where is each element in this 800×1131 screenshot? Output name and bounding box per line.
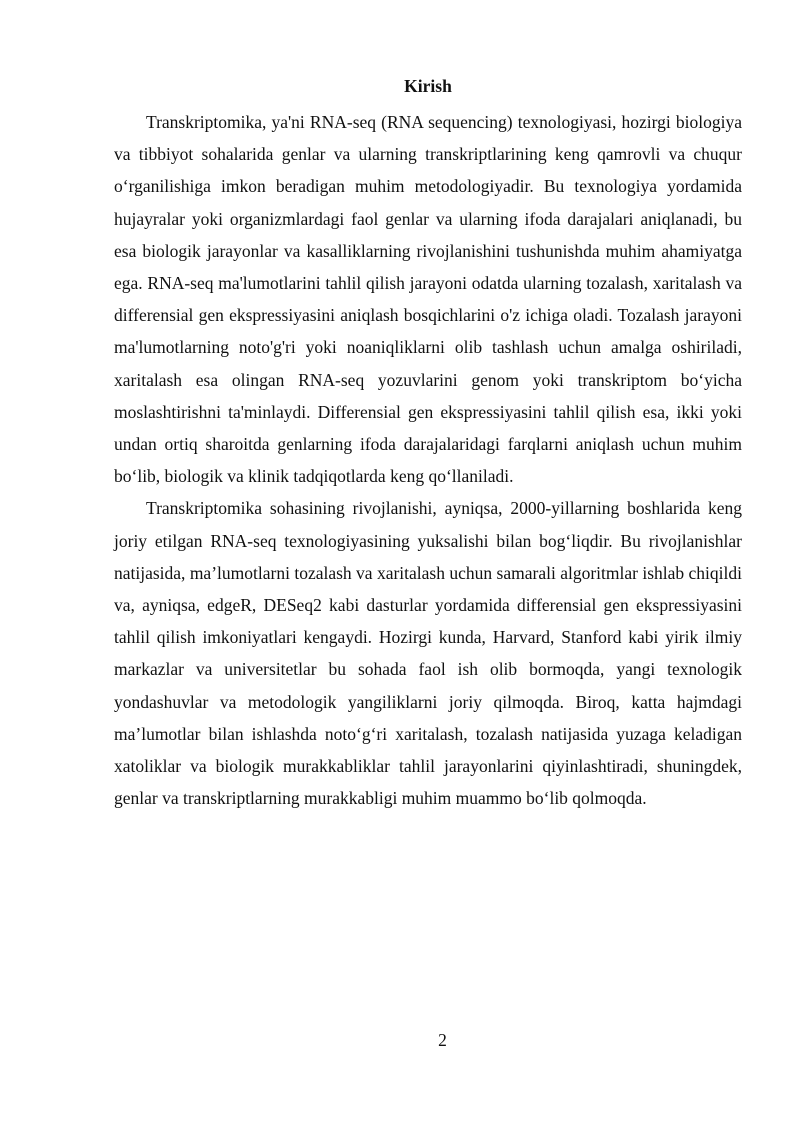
section-heading: Kirish: [404, 76, 452, 96]
paragraph-2: Transkriptomika sohasining rivojlanishi, ayniqsa, 2000-yillarning boshlarida keng joriy etilgan RNA-seq texnologiyasining yuksalishi bilan bog‘liqdir. Bu rivojlanishlar natijasida, ma’lumotlarni tozalash va xaritalash uchun samarali algoritmlar ishlab chiqildi va, ayniqsa, edgeR, DESeq2 kabi dasturlar yordamida differensial gen ekspressiyasini tahlil qilish imkoniyatlari kengaydi. Hozirgi kunda, Harvard, Stanford kabi yirik ilmiy markazlar va universitetlar bu sohada faol ish olib bormoqda, yangi texnologik yondashuvlar va metodologik yangiliklarni joriy qilmoqda. Biroq, katta hajmdagi ma’lumotlar bilan ishlashda noto‘g‘ri xaritalash, tozalash natijasida yuzaga keladigan xatoliklar va biologik murakkabliklar tahlil jarayonlarini qiyinlashtiradi, shuningdek, genlar va transkriptlarning murakkabligi muhim muammo bo‘lib qolmoqda.: [114, 498, 742, 809]
paragraph-1: Transkriptomika, ya'ni RNA-seq (RNA sequencing) texnologiyasi, hozirgi biologiya va tibbiyot sohalarida genlar va ularning transkriptlarining keng qamrovli va chuqur o‘rganilishiga imkon beradigan muhim metodologiyadir. Bu texnologiya yordamida hujayralar yoki organizmlardagi faol genlar va ularning ifoda darajalari aniqlanadi, bu esa biologik jarayonlar va kasalliklarning rivojlanishini tushunishda muhim ahamiyatga ega. RNA-seq ma'lumotlarini tahlil qilish jarayoni odatda ularning tozalash, xaritalash va differensial gen ekspressiyasini aniqlash bosqichlarini o'z ichiga oladi. Tozalash jarayoni ma'lumotlarning noto'g'ri yoki noaniqliklarni olib tashlash uchun amalga oshiriladi, xaritalash esa olingan RNA-seq yozuvlarini genom yoki transkriptom bo‘yicha moslashtirishni ta'minlaydi. Differensial gen ekspressiyasini tahlil qilish esa, ikki yoki undan ortiq sharoitda genlarning ifoda darajalaridagi farqlarni aniqlash uchun muhim bo‘lib, biologik va klinik tadqiqotlarda keng qo‘llaniladi.: [114, 112, 742, 487]
document-body: [114, 76, 742, 814]
page-number: 2: [438, 1030, 447, 1050]
